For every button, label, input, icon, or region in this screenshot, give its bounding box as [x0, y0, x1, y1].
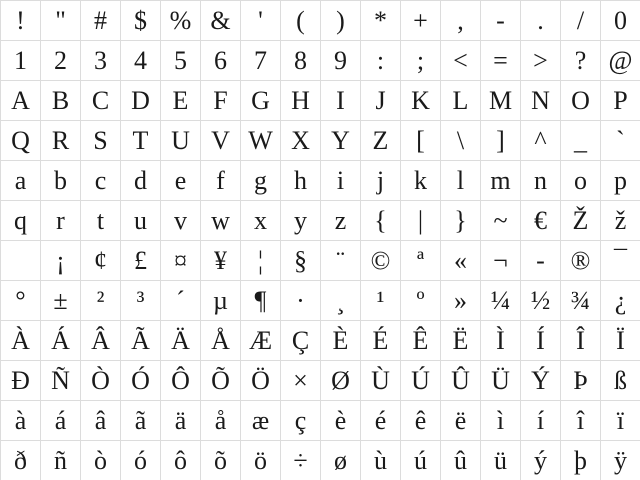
- glyph-cell[interactable]: Í: [521, 321, 561, 361]
- glyph-cell[interactable]: ç: [281, 401, 321, 441]
- glyph-cell[interactable]: 2: [41, 41, 81, 81]
- glyph-cell[interactable]: =: [481, 41, 521, 81]
- glyph-cell[interactable]: ]: [481, 121, 521, 161]
- glyph-cell[interactable]: á: [41, 401, 81, 441]
- glyph-cell[interactable]: ÷: [281, 441, 321, 480]
- glyph-cell[interactable]: J: [361, 81, 401, 121]
- glyph-cell[interactable]: ¹: [361, 281, 401, 321]
- glyph-cell[interactable]: Ñ: [41, 361, 81, 401]
- glyph-cell[interactable]: ì: [481, 401, 521, 441]
- glyph-cell[interactable]: u: [121, 201, 161, 241]
- glyph-cell[interactable]: d: [121, 161, 161, 201]
- glyph-cell[interactable]: v: [161, 201, 201, 241]
- glyph-cell[interactable]: S: [81, 121, 121, 161]
- glyph-cell[interactable]: V: [201, 121, 241, 161]
- glyph-cell[interactable]: I: [321, 81, 361, 121]
- glyph-cell[interactable]: 7: [241, 41, 281, 81]
- glyph-cell[interactable]: €: [521, 201, 561, 241]
- glyph-cell[interactable]: ô: [161, 441, 201, 480]
- glyph-cell[interactable]: %: [161, 1, 201, 41]
- glyph-cell[interactable]: Ê: [401, 321, 441, 361]
- glyph-cell[interactable]: j: [361, 161, 401, 201]
- glyph-cell[interactable]: B: [41, 81, 81, 121]
- glyph-cell[interactable]: ?: [561, 41, 601, 81]
- glyph-cell[interactable]: -: [481, 1, 521, 41]
- glyph-cell[interactable]: T: [121, 121, 161, 161]
- glyph-cell[interactable]: Á: [41, 321, 81, 361]
- glyph-cell[interactable]: n: [521, 161, 561, 201]
- glyph-cell[interactable]: ¯: [601, 241, 640, 281]
- glyph-cell[interactable]: ×: [281, 361, 321, 401]
- glyph-cell[interactable]: °: [1, 281, 41, 321]
- glyph-cell[interactable]: g: [241, 161, 281, 201]
- glyph-cell[interactable]: ü: [481, 441, 521, 480]
- glyph-cell[interactable]: Z: [361, 121, 401, 161]
- glyph-cell[interactable]: ÿ: [601, 441, 640, 480]
- glyph-cell[interactable]: º: [401, 281, 441, 321]
- glyph-cell[interactable]: ^: [521, 121, 561, 161]
- glyph-cell[interactable]: ¾: [561, 281, 601, 321]
- glyph-cell[interactable]: È: [321, 321, 361, 361]
- glyph-cell[interactable]: ý: [521, 441, 561, 480]
- glyph-cell[interactable]: Þ: [561, 361, 601, 401]
- glyph-cell[interactable]: {: [361, 201, 401, 241]
- glyph-cell[interactable]: æ: [241, 401, 281, 441]
- glyph-cell[interactable]: &: [201, 1, 241, 41]
- glyph-cell[interactable]: R: [41, 121, 81, 161]
- glyph-cell[interactable]: Æ: [241, 321, 281, 361]
- glyph-cell[interactable]: ': [241, 1, 281, 41]
- glyph-cell[interactable]: À: [1, 321, 41, 361]
- glyph-cell[interactable]: µ: [201, 281, 241, 321]
- glyph-cell[interactable]: ö: [241, 441, 281, 480]
- glyph-cell[interactable]: ê: [401, 401, 441, 441]
- glyph-cell[interactable]: Î: [561, 321, 601, 361]
- glyph-cell[interactable]: ®: [561, 241, 601, 281]
- glyph-cell[interactable]: [1, 241, 41, 281]
- glyph-cell[interactable]: ï: [601, 401, 640, 441]
- glyph-cell[interactable]: ¦: [241, 241, 281, 281]
- glyph-cell[interactable]: N: [521, 81, 561, 121]
- glyph-cell[interactable]: G: [241, 81, 281, 121]
- glyph-cell[interactable]: ¥: [201, 241, 241, 281]
- glyph-cell[interactable]: M: [481, 81, 521, 121]
- glyph-cell[interactable]: Ä: [161, 321, 201, 361]
- glyph-cell[interactable]: £: [121, 241, 161, 281]
- glyph-cell[interactable]: Û: [441, 361, 481, 401]
- glyph-cell[interactable]: 9: [321, 41, 361, 81]
- glyph-cell[interactable]: $: [121, 1, 161, 41]
- glyph-cell[interactable]: ¿: [601, 281, 640, 321]
- glyph-cell[interactable]: ¬: [481, 241, 521, 281]
- glyph-cell[interactable]: Q: [1, 121, 41, 161]
- glyph-cell[interactable]: @: [601, 41, 640, 81]
- glyph-cell[interactable]: í: [521, 401, 561, 441]
- glyph-cell[interactable]: ø: [321, 441, 361, 480]
- glyph-cell[interactable]: (: [281, 1, 321, 41]
- glyph-cell[interactable]: ·: [281, 281, 321, 321]
- glyph-cell[interactable]: /: [561, 1, 601, 41]
- glyph-cell[interactable]: O: [561, 81, 601, 121]
- glyph-cell[interactable]: Ì: [481, 321, 521, 361]
- glyph-cell[interactable]: \: [441, 121, 481, 161]
- glyph-cell[interactable]: E: [161, 81, 201, 121]
- glyph-cell[interactable]: }: [441, 201, 481, 241]
- glyph-cell[interactable]: ò: [81, 441, 121, 480]
- glyph-cell[interactable]: ë: [441, 401, 481, 441]
- glyph-cell[interactable]: Ö: [241, 361, 281, 401]
- glyph-cell[interactable]: ¤: [161, 241, 201, 281]
- glyph-cell[interactable]: ¢: [81, 241, 121, 281]
- glyph-cell[interactable]: Â: [81, 321, 121, 361]
- glyph-cell[interactable]: W: [241, 121, 281, 161]
- glyph-cell[interactable]: k: [401, 161, 441, 201]
- glyph-cell[interactable]: Ï: [601, 321, 640, 361]
- glyph-cell[interactable]: t: [81, 201, 121, 241]
- glyph-cell[interactable]: ½: [521, 281, 561, 321]
- glyph-cell[interactable]: X: [281, 121, 321, 161]
- glyph-cell[interactable]: 4: [121, 41, 161, 81]
- glyph-cell[interactable]: b: [41, 161, 81, 201]
- glyph-cell[interactable]: 0: [601, 1, 640, 41]
- glyph-cell[interactable]: P: [601, 81, 640, 121]
- glyph-cell[interactable]: 5: [161, 41, 201, 81]
- glyph-cell[interactable]: Ú: [401, 361, 441, 401]
- glyph-cell[interactable]: |: [401, 201, 441, 241]
- glyph-cell[interactable]: ß: [601, 361, 640, 401]
- glyph-cell[interactable]: Ý: [521, 361, 561, 401]
- glyph-cell[interactable]: ³: [121, 281, 161, 321]
- glyph-cell[interactable]: ¡: [41, 241, 81, 281]
- glyph-cell[interactable]: ð: [1, 441, 41, 480]
- glyph-cell[interactable]: c: [81, 161, 121, 201]
- glyph-cell[interactable]: >: [521, 41, 561, 81]
- glyph-cell[interactable]: <: [441, 41, 481, 81]
- glyph-cell[interactable]: 8: [281, 41, 321, 81]
- glyph-cell[interactable]: f: [201, 161, 241, 201]
- glyph-cell[interactable]: A: [1, 81, 41, 121]
- glyph-cell[interactable]: õ: [201, 441, 241, 480]
- glyph-cell[interactable]: «: [441, 241, 481, 281]
- glyph-cell[interactable]: *: [361, 1, 401, 41]
- glyph-cell[interactable]: »: [441, 281, 481, 321]
- glyph-cell[interactable]: ~: [481, 201, 521, 241]
- glyph-cell[interactable]: Ã: [121, 321, 161, 361]
- glyph-cell[interactable]: x: [241, 201, 281, 241]
- glyph-cell[interactable]: a: [1, 161, 41, 201]
- glyph-cell[interactable]: i: [321, 161, 361, 201]
- glyph-cell[interactable]: 3: [81, 41, 121, 81]
- glyph-cell[interactable]: [: [401, 121, 441, 161]
- glyph-cell[interactable]: ú: [401, 441, 441, 480]
- glyph-cell[interactable]: û: [441, 441, 481, 480]
- glyph-cell[interactable]: q: [1, 201, 41, 241]
- glyph-cell[interactable]: §: [281, 241, 321, 281]
- glyph-cell[interactable]: 6: [201, 41, 241, 81]
- glyph-cell[interactable]: o: [561, 161, 601, 201]
- glyph-cell[interactable]: ¸: [321, 281, 361, 321]
- glyph-cell[interactable]: U: [161, 121, 201, 161]
- glyph-cell[interactable]: +: [401, 1, 441, 41]
- glyph-cell[interactable]: ;: [401, 41, 441, 81]
- glyph-cell[interactable]: à: [1, 401, 41, 441]
- glyph-cell[interactable]: Ü: [481, 361, 521, 401]
- glyph-cell[interactable]: Y: [321, 121, 361, 161]
- glyph-cell[interactable]: é: [361, 401, 401, 441]
- glyph-cell[interactable]: p: [601, 161, 640, 201]
- glyph-cell[interactable]: y: [281, 201, 321, 241]
- glyph-cell[interactable]: ¨: [321, 241, 361, 281]
- glyph-cell[interactable]: -: [521, 241, 561, 281]
- glyph-cell[interactable]: D: [121, 81, 161, 121]
- glyph-cell[interactable]: H: [281, 81, 321, 121]
- glyph-cell[interactable]: :: [361, 41, 401, 81]
- glyph-cell[interactable]: Ô: [161, 361, 201, 401]
- glyph-cell[interactable]: Å: [201, 321, 241, 361]
- glyph-cell[interactable]: ": [41, 1, 81, 41]
- glyph-cell[interactable]: `: [601, 121, 640, 161]
- glyph-cell[interactable]: Ó: [121, 361, 161, 401]
- glyph-cell[interactable]: w: [201, 201, 241, 241]
- glyph-cell[interactable]: _: [561, 121, 601, 161]
- glyph-cell[interactable]: ñ: [41, 441, 81, 480]
- glyph-cell[interactable]: .: [521, 1, 561, 41]
- glyph-cell[interactable]: r: [41, 201, 81, 241]
- glyph-cell[interactable]: è: [321, 401, 361, 441]
- glyph-cell[interactable]: Ò: [81, 361, 121, 401]
- glyph-cell[interactable]: Ž: [561, 201, 601, 241]
- glyph-cell[interactable]: #: [81, 1, 121, 41]
- glyph-cell[interactable]: ¶: [241, 281, 281, 321]
- glyph-cell[interactable]: L: [441, 81, 481, 121]
- glyph-cell[interactable]: ©: [361, 241, 401, 281]
- glyph-cell[interactable]: ,: [441, 1, 481, 41]
- glyph-cell[interactable]: ó: [121, 441, 161, 480]
- glyph-cell[interactable]: â: [81, 401, 121, 441]
- glyph-cell[interactable]: ²: [81, 281, 121, 321]
- glyph-cell[interactable]: F: [201, 81, 241, 121]
- glyph-cell[interactable]: z: [321, 201, 361, 241]
- glyph-cell[interactable]: ¼: [481, 281, 521, 321]
- glyph-cell[interactable]: ): [321, 1, 361, 41]
- glyph-cell[interactable]: å: [201, 401, 241, 441]
- glyph-cell[interactable]: ±: [41, 281, 81, 321]
- glyph-cell[interactable]: l: [441, 161, 481, 201]
- glyph-cell[interactable]: !: [1, 1, 41, 41]
- glyph-cell[interactable]: Ù: [361, 361, 401, 401]
- glyph-cell[interactable]: ž: [601, 201, 640, 241]
- glyph-cell[interactable]: m: [481, 161, 521, 201]
- glyph-cell[interactable]: e: [161, 161, 201, 201]
- glyph-cell[interactable]: ´: [161, 281, 201, 321]
- glyph-cell[interactable]: C: [81, 81, 121, 121]
- glyph-cell[interactable]: ª: [401, 241, 441, 281]
- glyph-cell[interactable]: Ð: [1, 361, 41, 401]
- glyph-cell[interactable]: Ø: [321, 361, 361, 401]
- glyph-cell[interactable]: ã: [121, 401, 161, 441]
- glyph-cell[interactable]: K: [401, 81, 441, 121]
- glyph-cell[interactable]: Ë: [441, 321, 481, 361]
- glyph-cell[interactable]: î: [561, 401, 601, 441]
- glyph-cell[interactable]: Ç: [281, 321, 321, 361]
- glyph-cell[interactable]: h: [281, 161, 321, 201]
- glyph-cell[interactable]: ù: [361, 441, 401, 480]
- glyph-cell[interactable]: Õ: [201, 361, 241, 401]
- glyph-cell[interactable]: ä: [161, 401, 201, 441]
- glyph-cell[interactable]: 1: [1, 41, 41, 81]
- glyph-cell[interactable]: É: [361, 321, 401, 361]
- glyph-cell[interactable]: þ: [561, 441, 601, 480]
